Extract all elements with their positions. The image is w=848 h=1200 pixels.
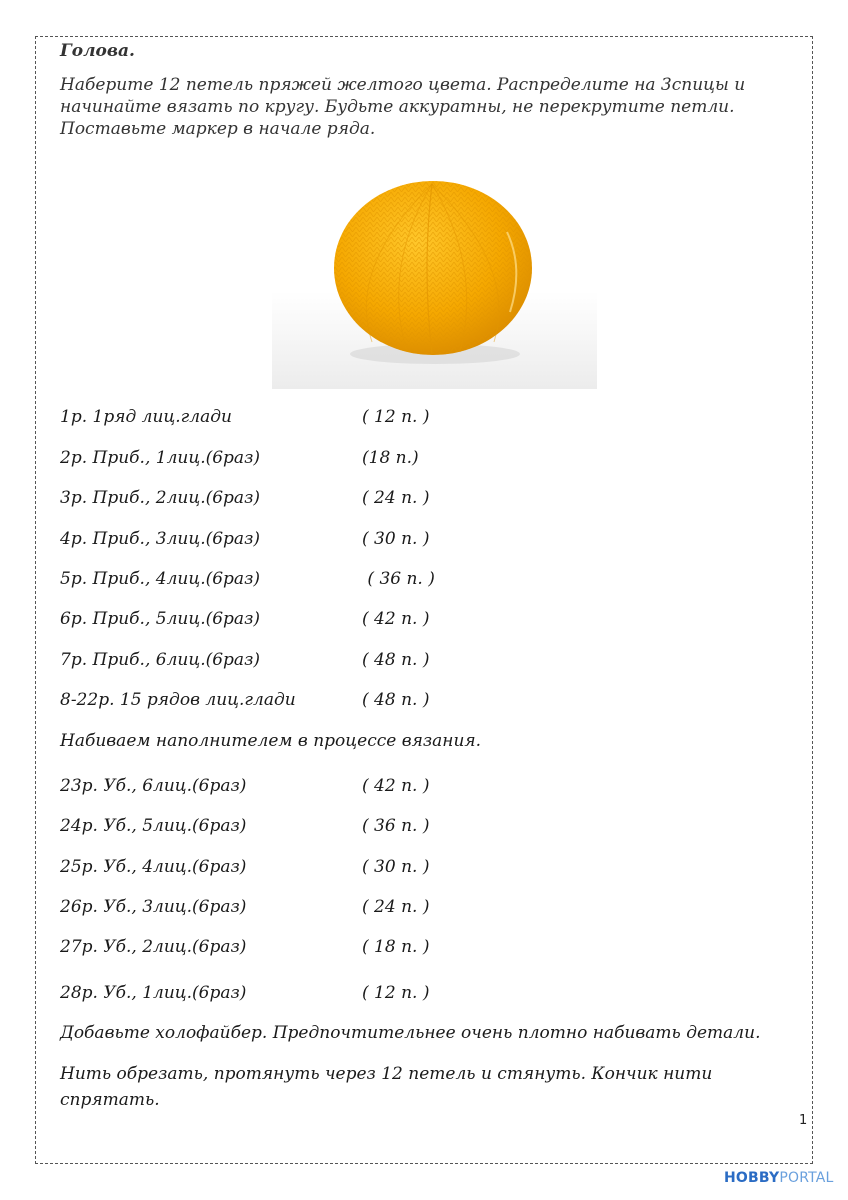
stitch-count: ( 24 п. ) [362,897,430,917]
row-label: 24р. Уб., 5лиц.(6раз) [60,816,247,836]
row-label: 8-22р. 15 рядов лиц.глади [60,690,296,710]
stitch-count: ( 36 п. ) [362,816,430,836]
row-label: 27р. Уб., 2лиц.(6раз) [60,937,247,957]
intro-paragraph: Наберите 12 петель пряжей желтого цвета. Распределите на 3спицы и начинайте вязать по кругу. Будьте аккуратны, не перекрутите петли. Поставьте маркер в начале ряда. [60,75,746,139]
stuffing-note: Набиваем наполнителем в процессе вязания. [60,731,482,751]
row-label: 2р. Приб., 1лиц.(6раз) [60,448,260,468]
logo-hobby: HOBBY [724,1170,780,1186]
stitch-count: ( 12 п. ) [362,407,430,427]
row-label: 23р. Уб., 6лиц.(6раз) [60,776,247,796]
row-label: 25р. Уб., 4лиц.(6раз) [60,857,247,877]
stitch-count: ( 42 п. ) [362,609,430,629]
stitch-count: ( 24 п. ) [362,488,430,508]
stitch-count: ( 30 п. ) [362,529,430,549]
ball-illustration [272,172,597,389]
knitted-ball-photo [272,172,597,389]
row-label: 28р. Уб., 1лиц.(6раз) [60,983,247,1003]
stitch-count: (18 п.) [362,448,419,468]
row-label: 26р. Уб., 3лиц.(6раз) [60,897,247,917]
finish-note: Нить обрезать, протянуть через 12 петель и стянуть. Кончик нити спрятать. [60,1064,713,1110]
stitch-count: ( 18 п. ) [362,937,430,957]
row-label: 7р. Приб., 6лиц.(6раз) [60,650,260,670]
page-number: 1 [799,1113,808,1128]
section-title: Голова. [60,41,135,61]
row-label: 1р. 1ряд лиц.глади [60,407,232,427]
hobbyportal-logo[interactable] [724,1170,834,1186]
stitch-count: ( 36 п. ) [362,569,435,589]
stitch-count: ( 12 п. ) [362,983,430,1003]
stitch-count: ( 48 п. ) [362,690,430,710]
logo-portal: PORTAL [779,1170,834,1186]
row-label: 5р. Приб., 4лиц.(6раз) [60,569,260,589]
stitch-count: ( 30 п. ) [362,857,430,877]
row-label: 4р. Приб., 3лиц.(6раз) [60,529,260,549]
stitch-count: ( 48 п. ) [362,650,430,670]
row-label: 3р. Приб., 2лиц.(6раз) [60,488,260,508]
row-label: 6р. Приб., 5лиц.(6раз) [60,609,260,629]
fiber-note: Добавьте холофайбер. Предпочтительнее очень плотно набивать детали. [60,1023,761,1043]
stitch-count: ( 42 п. ) [362,776,430,796]
